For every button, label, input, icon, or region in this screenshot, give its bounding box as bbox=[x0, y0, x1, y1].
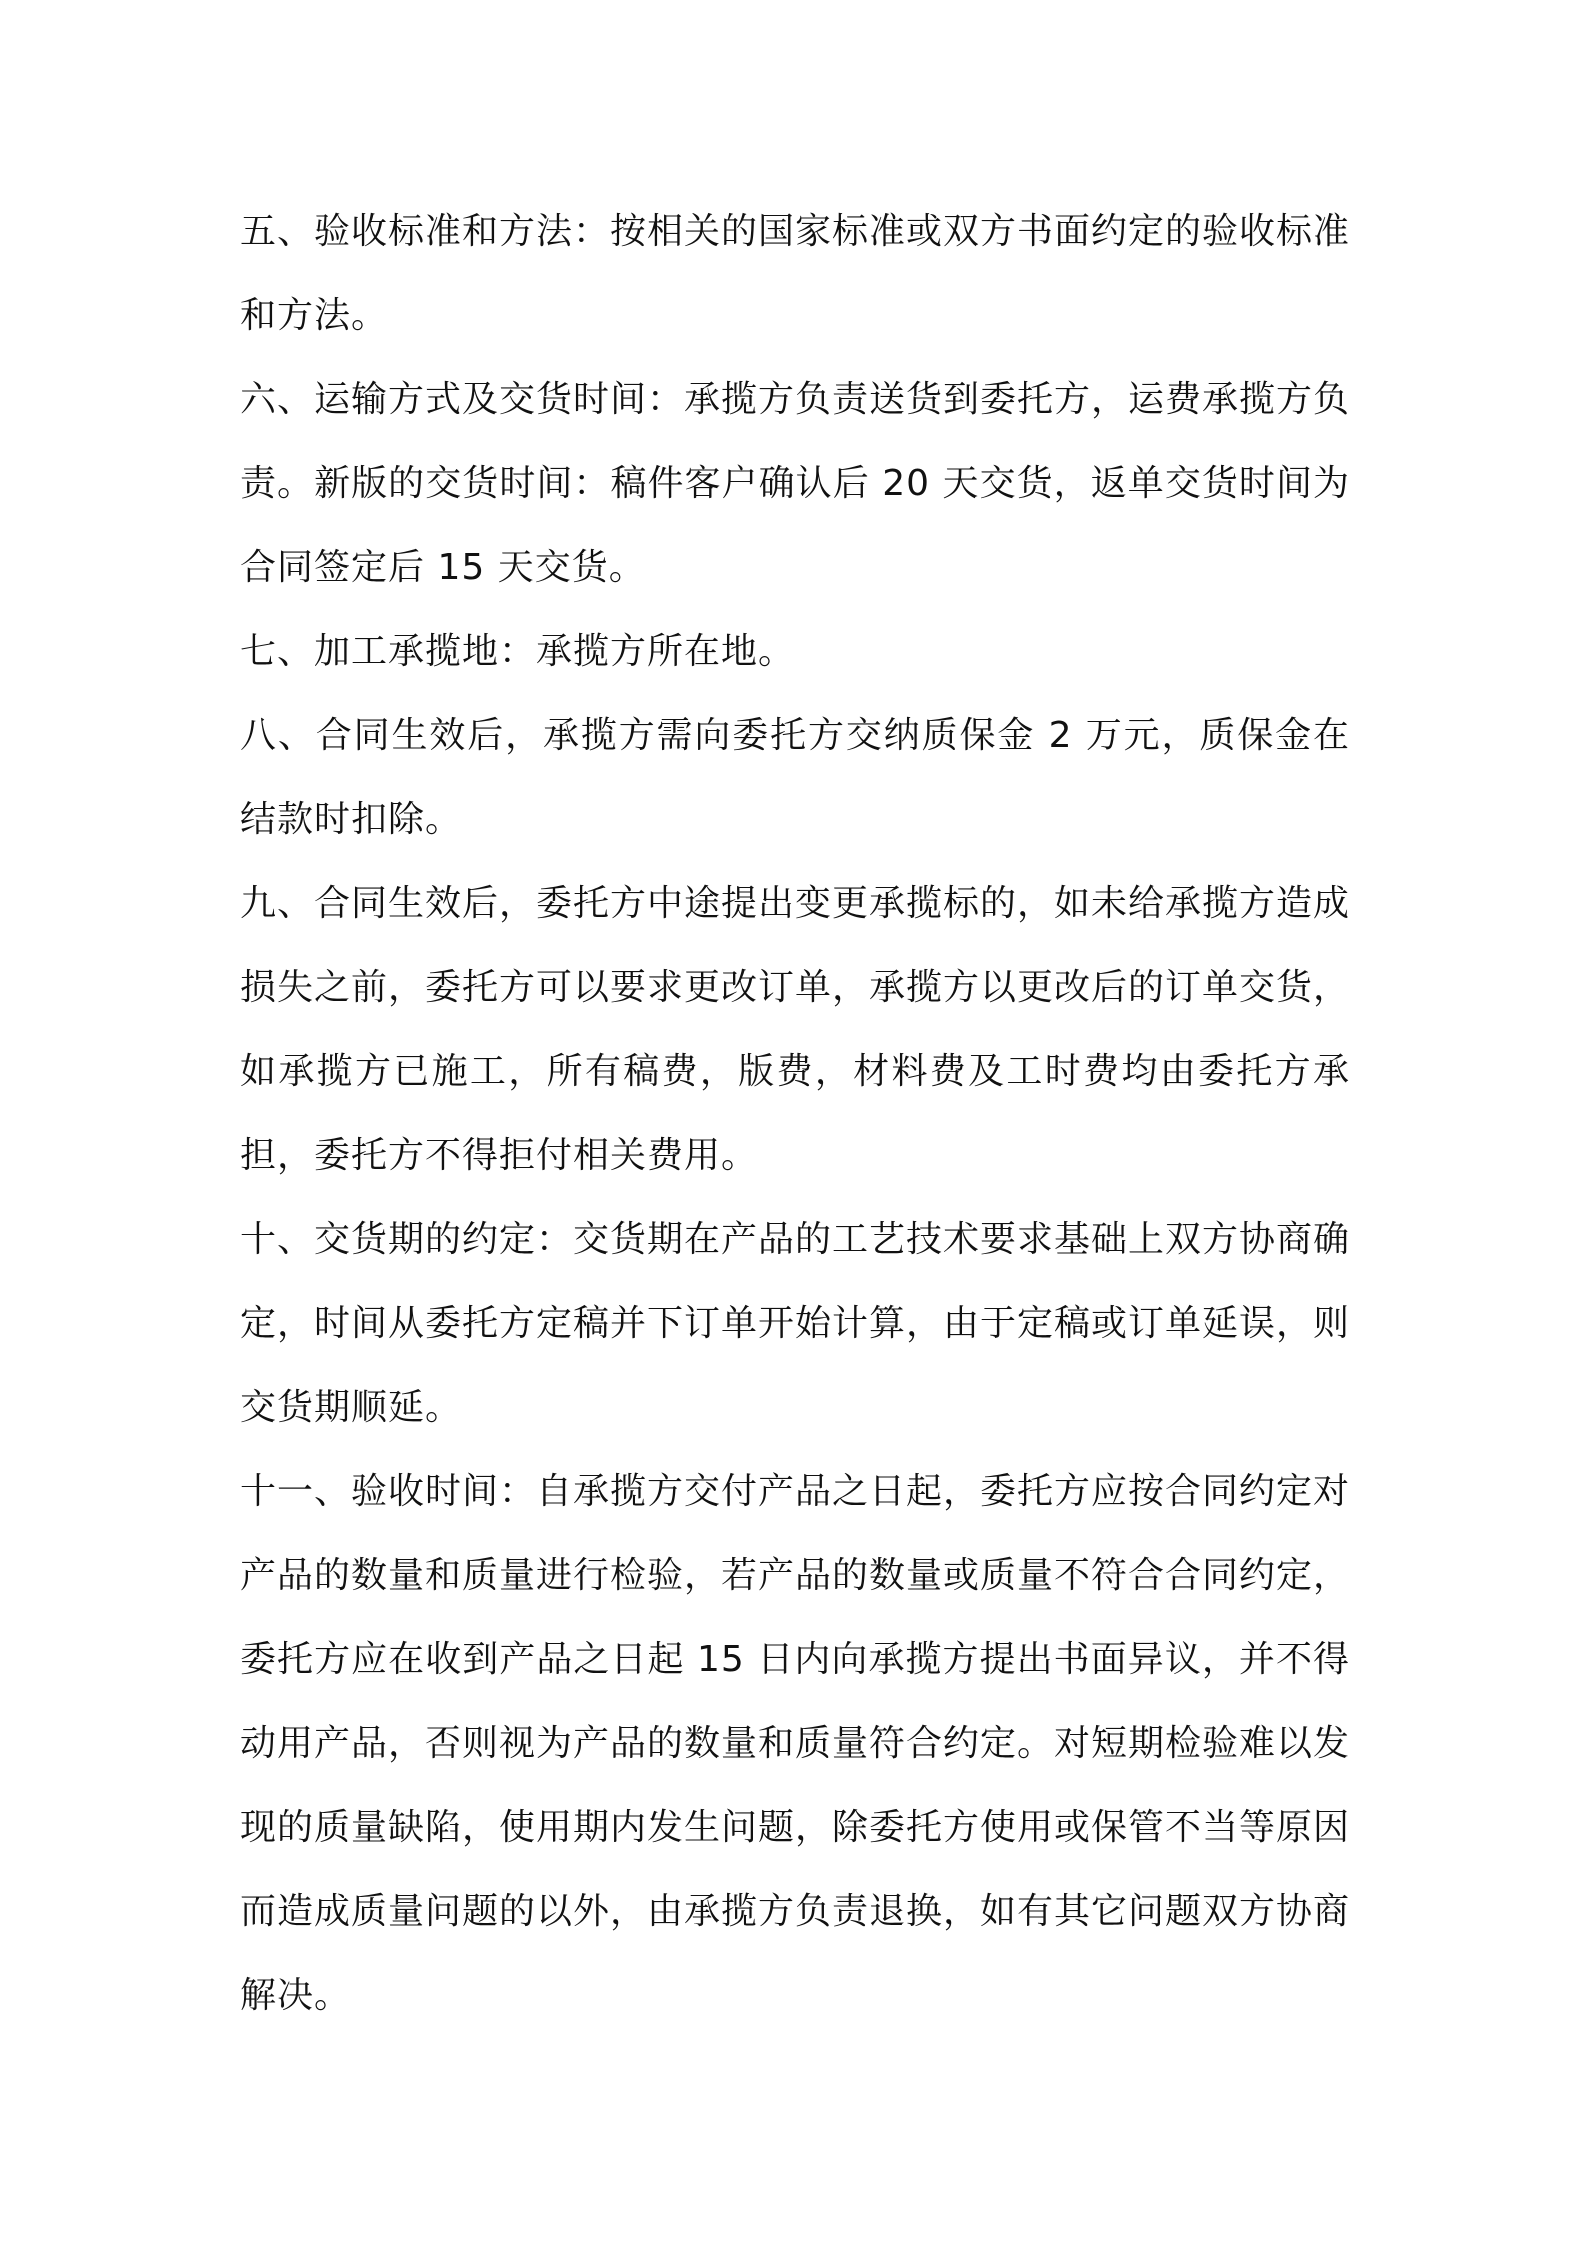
clause-8-deposit: 八、合同生效后，承揽方需向委托方交纳质保金 2 万元，质保金在结款时扣除。 bbox=[240, 715, 1350, 840]
clause-7-processing-location: 七、加工承揽地：承揽方所在地。 bbox=[240, 631, 796, 672]
clause-9-changes: 九、合同生效后，委托方中途提出变更承揽标的，如未给承揽方造成损失之前，委托方可以要求更改订单，承揽方以更改后的订单交货，如承揽方已施工，所有稿费，版费，材料费及工时费均由委托方承担，委托方不得拒付相关费用。 bbox=[240, 883, 1351, 1176]
clause-6-transport-delivery: 六、运输方式及交货时间：承揽方负责送货到委托方，运费承揽方负责。新版的交货时间：稿件客户确认后 20 天交货，返单交货时间为合同签定后 15 天交货。 bbox=[240, 379, 1351, 588]
contract-body bbox=[240, 190, 1350, 2038]
clause-11-inspection-time: 十一、验收时间：自承揽方交付产品之日起，委托方应按合同约定对产品的数量和质量进行检验，若产品的数量或质量不符合合同约定，委托方应在收到产品之日起 15 日内向承揽方提出书面异议，并不得动用产品，否则视为产品的数量和质量符合约定。对短期检验难以发现的质量缺陷，使用期内发生问题，除委托方使用或保管不当等原因而造成质量问题的以外，由承揽方负责退换，如有其它问题双方协商解决。 bbox=[240, 1471, 1351, 2016]
clause-10-delivery-period: 十、交货期的约定：交货期在产品的工艺技术要求基础上双方协商确定，时间从委托方定稿并下订单开始计算，由于定稿或订单延误，则交货期顺延。 bbox=[240, 1219, 1351, 1428]
clause-5-acceptance-standard: 五、验收标准和方法：按相关的国家标准或双方书面约定的验收标准和方法。 bbox=[240, 211, 1351, 336]
